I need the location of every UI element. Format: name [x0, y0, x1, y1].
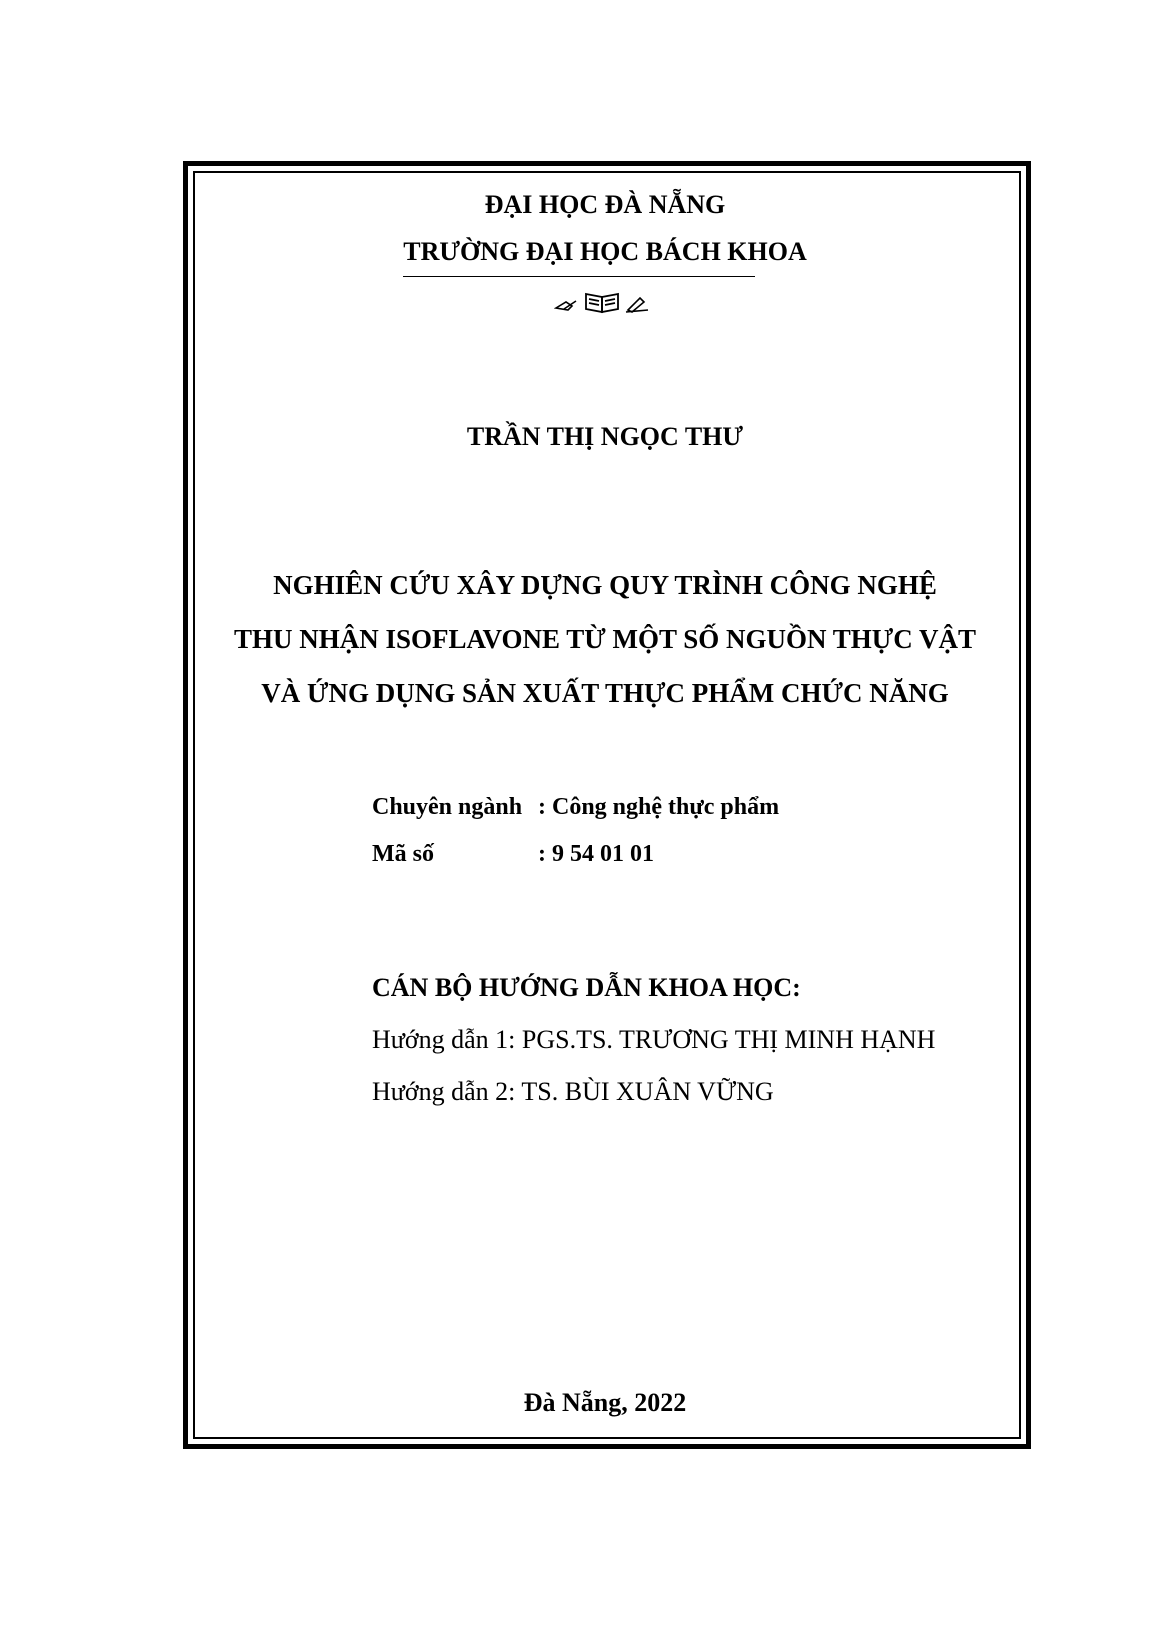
code-value: : 9 54 01 01	[538, 841, 654, 867]
advisor-1: Hướng dẫn 1: PGS.TS. TRƯƠNG THỊ MINH HẠNH	[372, 1025, 936, 1054]
code-label: Mã số	[372, 841, 434, 867]
writing-hand-icon	[556, 301, 576, 310]
thesis-title-line-2: THU NHẬN ISOFLAVONE TỪ MỘT SỐ NGUỒN THỰC VẬT	[233, 624, 977, 654]
school-name: TRƯỜNG ĐẠI HỌC BÁCH KHOA	[403, 237, 807, 266]
university-name: ĐẠI HỌC ĐÀ NẴNG	[484, 190, 726, 219]
open-book-icon	[586, 294, 618, 312]
major-value: : Công nghệ thực phẩm	[538, 794, 780, 820]
major-label: Chuyên ngành	[372, 794, 523, 820]
header-ornament	[554, 288, 654, 316]
advisors-heading: CÁN BỘ HƯỚNG DẪN KHOA HỌC:	[372, 973, 801, 1002]
author-name: TRẦN THỊ NGỌC THƯ	[466, 422, 744, 451]
advisor-2: Hướng dẫn 2: TS. BÙI XUÂN VỮNG	[372, 1077, 774, 1106]
header-divider	[403, 276, 755, 277]
writing-hand-icon	[626, 298, 648, 312]
thesis-title-line-3: VÀ ỨNG DỤNG SẢN XUẤT THỰC PHẨM CHỨC NĂNG	[261, 678, 949, 708]
place-and-year: Đà Nẵng, 2022	[523, 1388, 687, 1417]
thesis-title-line-1: NGHIÊN CỨU XÂY DỰNG QUY TRÌNH CÔNG NGHỆ	[273, 570, 937, 600]
